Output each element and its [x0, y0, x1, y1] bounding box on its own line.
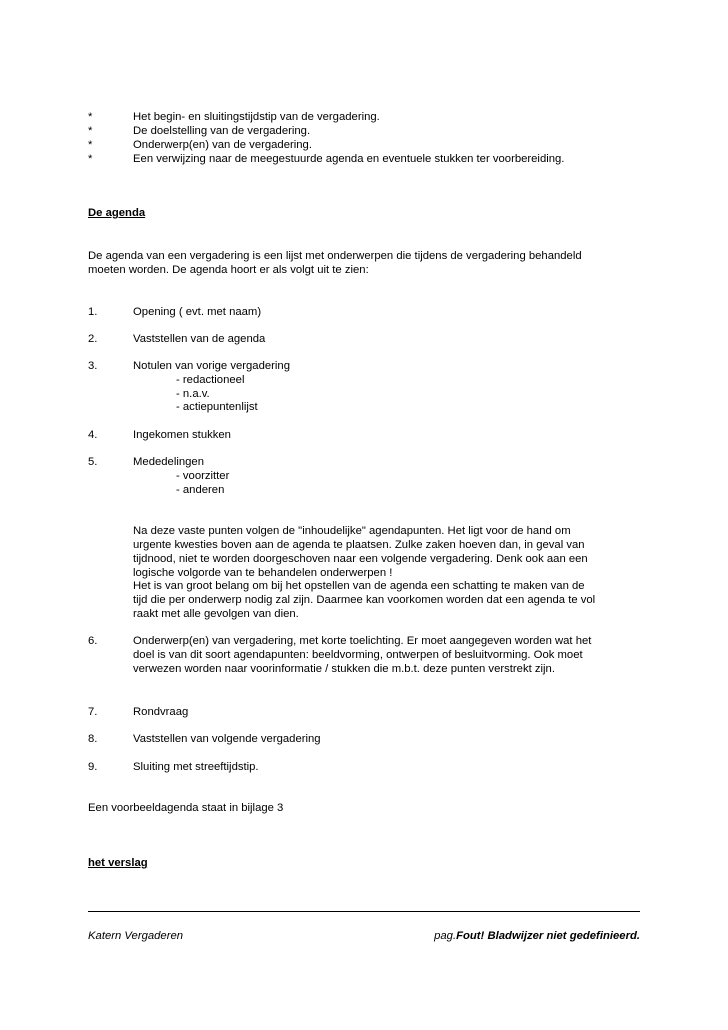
- bullet-text: De doelstelling van de vergadering.: [133, 125, 311, 137]
- agenda-item-number: 8.: [88, 733, 98, 745]
- note-line: tijd die per onderwerp nodig zal zijn. Daarmee kan voorkomen worden dat een agenda te vol: [133, 594, 596, 606]
- note-line: Het is van groot belang om bij het opstellen van de agenda een schatting te maken van de: [133, 580, 585, 592]
- agenda-item-text: Ingekomen stukken: [133, 429, 231, 441]
- bullet-marker: *: [88, 153, 93, 165]
- agenda-subitem: - n.a.v.: [176, 388, 210, 400]
- agenda-item-number: 3.: [88, 360, 98, 372]
- bullet-marker: *: [88, 139, 93, 151]
- agenda-item-text: Rondvraag: [133, 706, 189, 718]
- footer-page-prefix: pag.: [434, 930, 457, 942]
- note-line: tijdnood, niet te worden doorgeschoven naar een volgende vergadering. Denk ook aan een: [133, 553, 588, 565]
- intro-line: moeten worden. De agenda hoort er als volgt uit te zien:: [88, 264, 369, 276]
- agenda-item-text: Notulen van vorige vergadering: [133, 360, 290, 372]
- agenda-item-text: doel is van dit soort agendapunten: beeldvorming, ontwerpen of besluitvorming. Ook moet: [133, 649, 583, 661]
- bullet-marker: *: [88, 111, 93, 123]
- bullet-text: Onderwerp(en) van de vergadering.: [133, 139, 312, 151]
- agenda-item-number: 5.: [88, 456, 98, 468]
- agenda-item-number: 2.: [88, 333, 98, 345]
- example-note: Een voorbeeldagenda staat in bijlage 3: [88, 802, 284, 814]
- bullet-marker: *: [88, 125, 93, 137]
- note-line: Na deze vaste punten volgen de "inhoudelijke" agendapunten. Het ligt voor de hand om: [133, 525, 571, 537]
- intro-line: De agenda van een vergadering is een lijst met onderwerpen die tijdens de vergadering behandeld: [88, 250, 582, 262]
- agenda-item-text: Onderwerp(en) van vergadering, met korte toelichting. Er moet aangegeven worden wat het: [133, 635, 592, 647]
- agenda-heading: De agenda: [88, 207, 146, 219]
- note-line: urgente kwesties boven aan de agenda te plaatsen. Zulke zaken hoeven dan, in geval van: [133, 539, 585, 551]
- agenda-subitem: - anderen: [176, 484, 225, 496]
- agenda-item-text: Vaststellen van volgende vergadering: [133, 733, 321, 745]
- agenda-item-number: 1.: [88, 306, 98, 318]
- footer-page: [434, 929, 640, 943]
- agenda-item-text: Vaststellen van de agenda: [133, 333, 266, 345]
- agenda-item-number: 6.: [88, 635, 98, 647]
- note-line: logische volgorde van te behandelen onderwerpen !: [133, 567, 393, 579]
- note-line: raakt met alle gevolgen van dien.: [133, 608, 299, 620]
- agenda-item-text: Opening ( evt. met naam): [133, 306, 262, 318]
- agenda-subitem: - voorzitter: [176, 470, 230, 482]
- agenda-item-text: Sluiting met streeftijdstip.: [133, 761, 259, 773]
- verslag-heading: het verslag: [88, 857, 148, 869]
- bullet-text: Het begin- en sluitingstijdstip van de vergadering.: [133, 111, 380, 123]
- agenda-item-text: verwezen worden naar voorinformatie / stukken die m.b.t. deze punten verstrekt zijn.: [133, 663, 555, 675]
- footer-page-error: Fout! Bladwijzer niet gedefinieerd.: [456, 930, 640, 942]
- footer-rule: [88, 911, 640, 912]
- bullet-text: Een verwijzing naar de meegestuurde agenda en eventuele stukken ter voorbereiding.: [133, 153, 565, 165]
- agenda-item-number: 7.: [88, 706, 98, 718]
- agenda-item-number: 4.: [88, 429, 98, 441]
- footer-title: Katern Vergaderen: [88, 930, 184, 942]
- agenda-subitem: - redactioneel: [176, 374, 245, 386]
- agenda-subitem: - actiepuntenlijst: [176, 401, 258, 413]
- agenda-item-number: 9.: [88, 761, 98, 773]
- agenda-item-text: Mededelingen: [133, 456, 204, 468]
